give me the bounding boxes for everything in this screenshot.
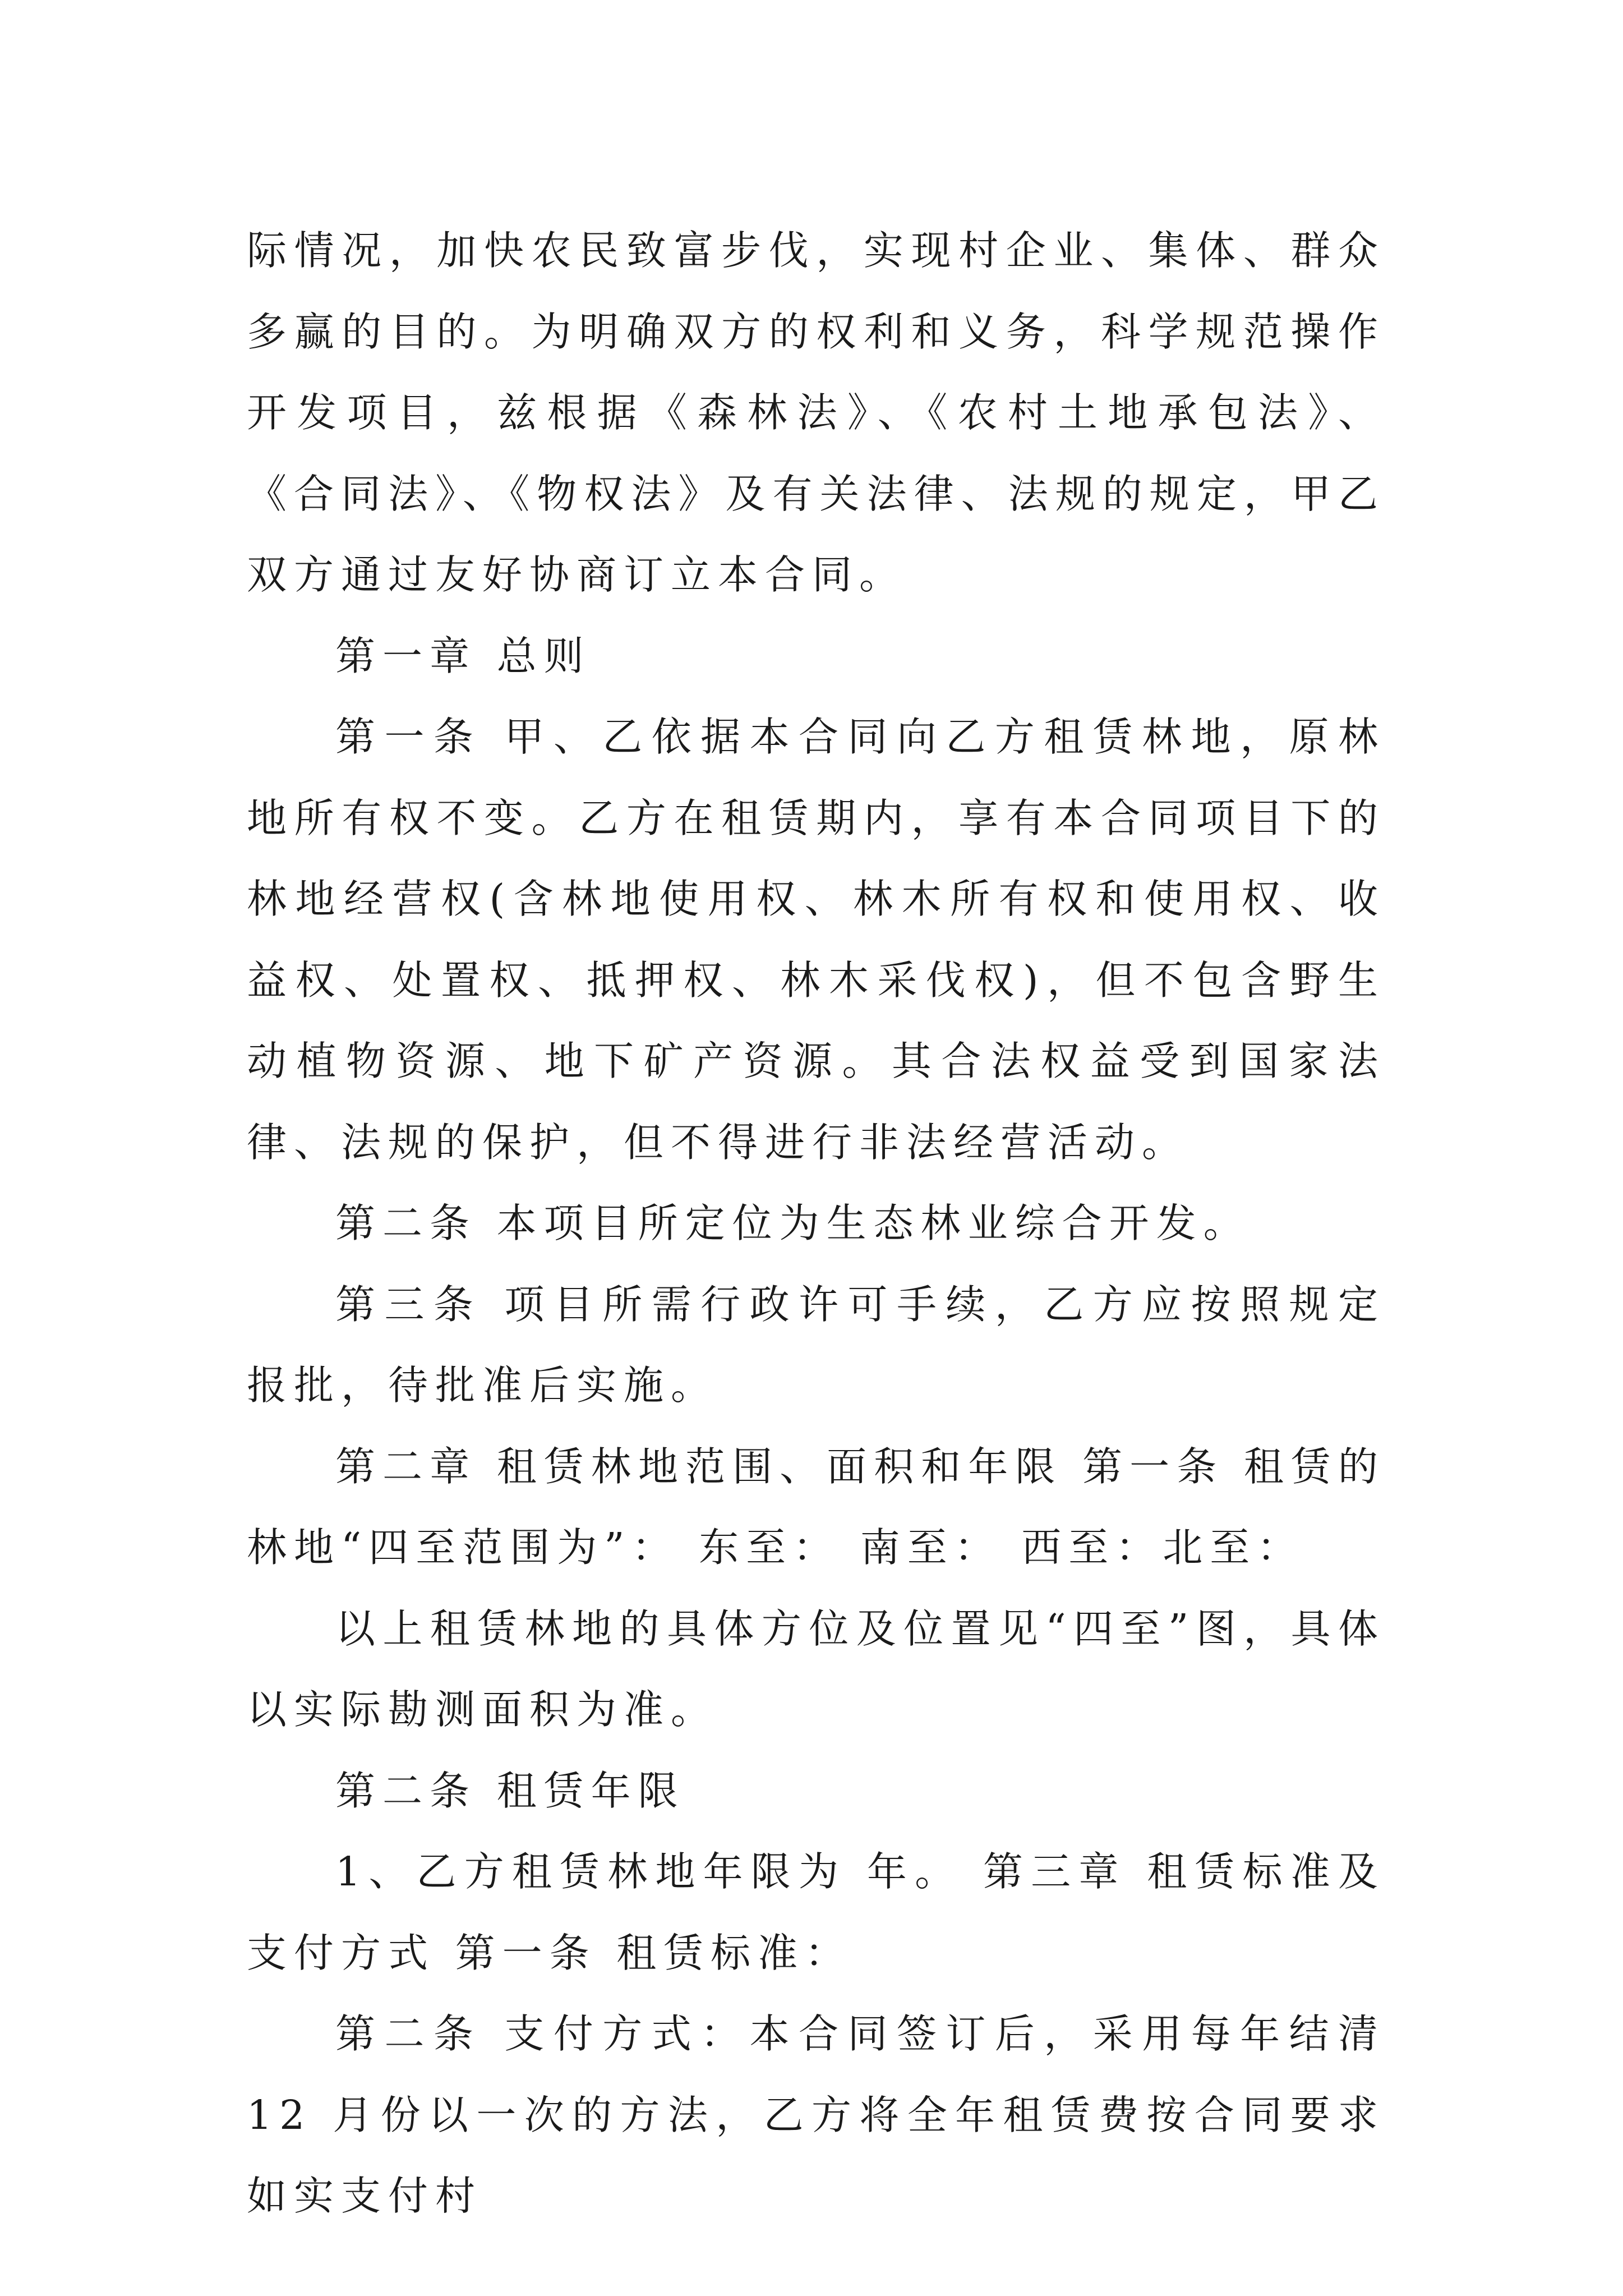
paragraph-payment-method: 第二条 支付方式：本合同签订后，采用每年结清 12 月份以一次的方法，乙方将全年租赁费按合同要求如实支付村 — [247, 2010, 1385, 2219]
paragraph-chapter-2-scope: 第二章 租赁林地范围、面积和年限 第一条 租赁的林地“四至范围为”： 东至： 南至： 西至：北至： — [247, 1443, 1385, 1571]
paragraph-article-1: 第一条 甲、乙依据本合同向乙方租赁林地，原林地所有权不变。乙方在租赁期内，享有本合同项目下的林地经营权(含林地使用权、林木所有权和使用权、收益权、处置权、抵押权、林木采伐权)，但不包含野生动植物资源、地下矿产资源。其合法权益受到国家法律、法规的保护，但不得进行非法经营活动。 — [247, 714, 1385, 1166]
paragraph-article-3: 第三条 项目所需行政许可手续，乙方应按照规定报批，待批准后实施。 — [247, 1281, 1385, 1409]
paragraph-preamble: 际情况，加快农民致富步伐，实现村企业、集体、群众多赢的目的。为明确双方的权利和义务，科学规范操作开发项目，兹根据《森林法》、《农村土地承包法》、《合同法》、《物权法》及有关法律、法规的规定，甲乙双方通过友好协商订立本合同。 — [247, 227, 1385, 598]
paragraph-lease-term: 1、乙方租赁林地年限为 年。 第三章 租赁标准及支付方式 第一条 租赁标准： — [247, 1848, 1385, 1976]
paragraph-article-2: 第二条 本项目所定位为生态林业综合开发。 — [335, 1200, 1251, 1246]
paragraph-lease-term-heading: 第二条 租赁年限 — [335, 1767, 685, 1814]
chapter-1-heading: 第一章 总则 — [335, 632, 591, 679]
document-body — [247, 210, 1385, 2237]
paragraph-location-note: 以上租赁林地的具体方位及位置见“四至”图，具体以实际勘测面积为准。 — [247, 1605, 1385, 1733]
